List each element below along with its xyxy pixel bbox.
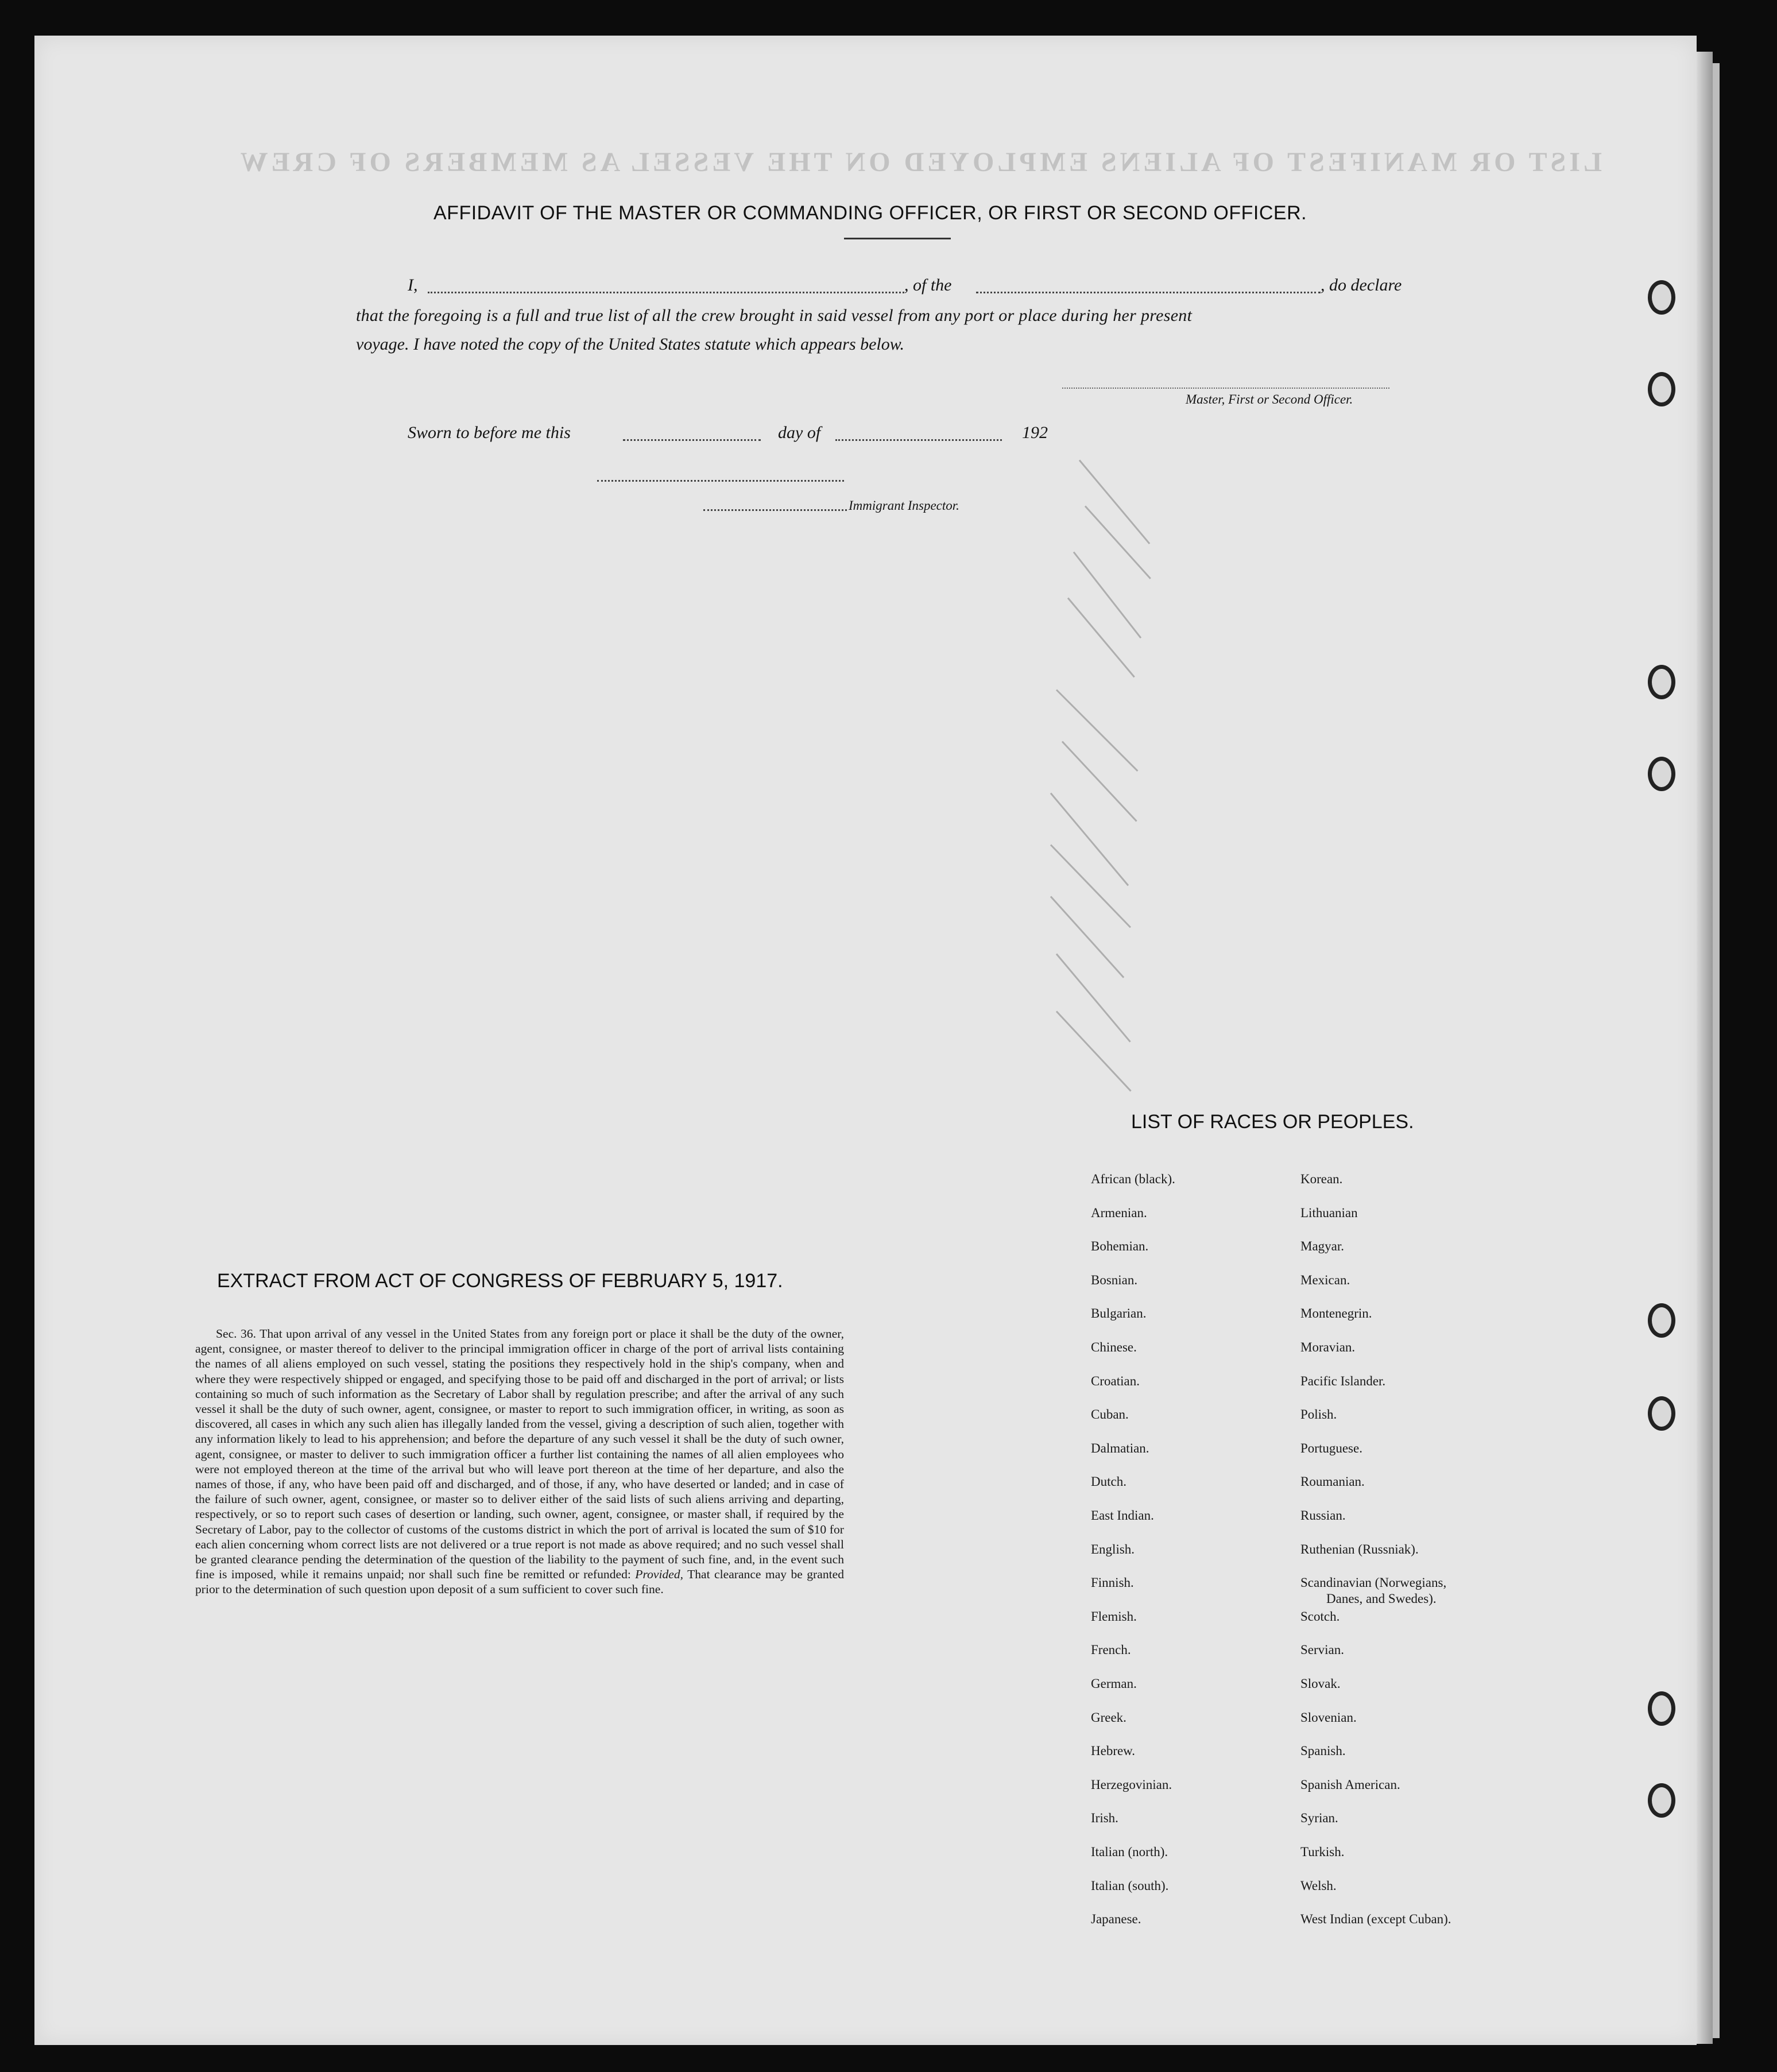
statute-section-label: Sec. 36. (216, 1327, 257, 1341)
race-item: Magyar. (1300, 1239, 1345, 1254)
inspector-caption: Immigrant Inspector. (849, 498, 959, 513)
page-edge-strip (1713, 63, 1720, 2038)
binder-hole-icon (1648, 1783, 1675, 1818)
race-item: Greek. (1091, 1710, 1126, 1725)
race-item: Finnish. (1091, 1575, 1134, 1590)
binder-hole-icon (1648, 1691, 1675, 1726)
binder-hole-icon (1648, 372, 1675, 406)
race-item: Polish. (1300, 1407, 1337, 1422)
page-edge-shadow (1697, 52, 1713, 2044)
sworn-day-blank[interactable] (623, 439, 761, 441)
races-title: LIST OF RACES OR PEOPLES. (1131, 1111, 1414, 1133)
binder-hole-icon (1648, 1303, 1675, 1338)
race-item: Turkish. (1300, 1845, 1345, 1859)
race-item: Dalmatian. (1091, 1440, 1149, 1455)
race-item: Spanish American. (1300, 1777, 1400, 1792)
race-item: Moravian. (1300, 1340, 1356, 1354)
race-item: Bohemian. (1091, 1239, 1149, 1254)
race-item: Ruthenian (Russniak). (1300, 1542, 1419, 1556)
race-item: Slovenian. (1300, 1710, 1357, 1725)
binder-hole-icon (1648, 1396, 1675, 1431)
race-item: German. (1091, 1676, 1137, 1691)
race-item: Scotch. (1300, 1609, 1340, 1624)
binder-hole-icon (1648, 757, 1675, 791)
inspector-signature-blank[interactable] (597, 480, 844, 482)
race-item: Herzegovinian. (1091, 1777, 1172, 1792)
race-item: Welsh. (1300, 1878, 1337, 1893)
do-declare-label: , do declare (1321, 276, 1402, 295)
race-item: African (black). (1091, 1172, 1175, 1186)
race-item: Cuban. (1091, 1407, 1129, 1422)
race-item: Mexican. (1300, 1272, 1350, 1287)
sworn-year: 192 (1022, 423, 1048, 442)
statute-body: That upon arrival of any vessel in the United States from any foreign port or place it shall be the duty of the owner, agent, consignee, or master thereof to deliver to the principal immigration officer in charge of the port of arrival lists containing the names of all aliens employed on such vessel, stating the positions they respectively hold in the ship's company, when and where they were respectively shipped or engaged, and specifying those to be paid off and discharged in the port of arrival; or lists containing so much of such information as the Secretary of Labor shall by regulation prescribe; and after the arrival of any such vessel it shall be the duty of such owner, agent, consignee, or master to report to such immigration officer, in writing, as soon as discovered, all cases in which any such alien has illegally landed from the vessel, giving a description of such alien, together with any information likely to lead to his apprehension; and before the departure of any such vessel it shall be the duty of such owner, agent, consignee, or master to deliver to such immigration officer a further list containing the names of all alien employees who were not employed thereon at the time of the arrival but who will leave port thereon at the time of her departure, and also the names of those, if any, who have been paid off and discharged, and of those, if any, who have deserted or landed; and in case of the failure of such owner, agent, consignee, or master so to deliver either of the said lists of such aliens arriving and departing, respectively, or so to report such cases of desertion or landing, such owner, agent, consignee, or master shall, if required by the Secretary of Labor, pay to the collector of customs of the customs district in which the port of arrival is located the sum of $10 for each alien concerning whom correct lists are not delivered or a true report is not made as above required; and no such vessel shall be granted clearance pending the determination of the question of the liability to the payment of such fine, and, in the event such fine is imposed, while it remains unpaid; nor shall such fine be remitted or refunded: (195, 1327, 844, 1582)
race-item: Bosnian. (1091, 1272, 1138, 1287)
declarant-prefix: I, (408, 276, 418, 295)
declarant-name-blank[interactable] (428, 292, 904, 293)
race-item: Croatian. (1091, 1373, 1140, 1388)
sworn-prefix: Sworn to before me this (408, 423, 571, 442)
bleed-through-heading: LIST OR MANIFEST OF ALIENS EMPLOYED ON THE VESSEL AS MEMBERS OF CREW (237, 147, 1602, 177)
race-item: Dutch. (1091, 1474, 1126, 1489)
race-item: Chinese. (1091, 1340, 1137, 1354)
affidavit-title-rule (844, 238, 951, 239)
sworn-month-blank[interactable] (835, 439, 1002, 441)
binder-hole-icon (1648, 280, 1675, 315)
race-item: Montenegrin. (1300, 1306, 1372, 1321)
statute-provided-word: Provided, (635, 1567, 684, 1582)
binder-hole-icon (1648, 665, 1675, 699)
affidavit-title: AFFIDAVIT OF THE MASTER OR COMMANDING OFFICER, OR FIRST OR SECOND OFFICER. (433, 202, 1307, 224)
race-item: Italian (north). (1091, 1845, 1168, 1859)
statute-body-continued: That clearance may be granted prior to the determination of such question upon deposit of a sum sufficient to cover such fine. (195, 1567, 844, 1597)
sworn-day-of-label: day of (778, 423, 821, 442)
statute-text (195, 1326, 844, 1597)
race-item: French. (1091, 1643, 1131, 1657)
race-item: Danes, and Swedes). (1326, 1591, 1437, 1606)
race-item: Servian. (1300, 1643, 1345, 1657)
race-item: Pacific Islander. (1300, 1373, 1386, 1388)
race-item: Spanish. (1300, 1744, 1346, 1759)
race-item: Syrian. (1300, 1811, 1338, 1826)
vessel-of-the-label: , of the (904, 276, 952, 295)
affidavit-body-line-3: voyage. I have noted the copy of the United States statute which appears below. (356, 335, 905, 354)
signature-caption: Master, First or Second Officer. (1186, 392, 1353, 406)
race-item: Korean. (1300, 1172, 1343, 1186)
extract-title: EXTRACT FROM ACT OF CONGRESS OF FEBRUARY 5, 1917. (217, 1270, 783, 1292)
race-item: Irish. (1091, 1811, 1118, 1826)
race-item: Armenian. (1091, 1205, 1147, 1220)
affidavit-body-line-2: that the foregoing is a full and true list of all the crew brought in said vessel from any port or place during her present (356, 306, 1193, 325)
race-item: Portuguese. (1300, 1440, 1362, 1455)
race-item: Roumanian. (1300, 1474, 1365, 1489)
race-item: Hebrew. (1091, 1744, 1136, 1759)
race-item: Lithuanian (1300, 1205, 1358, 1220)
race-item: Japanese. (1091, 1912, 1141, 1927)
race-item: English. (1091, 1542, 1135, 1556)
inspector-name-blank[interactable] (703, 509, 847, 511)
race-item: Flemish. (1091, 1609, 1137, 1624)
race-item: Slovak. (1300, 1676, 1341, 1691)
race-item: Bulgarian. (1091, 1306, 1147, 1321)
race-item: Scandinavian (Norwegians, (1300, 1575, 1447, 1590)
signature-line[interactable] (1062, 388, 1389, 389)
race-item: West Indian (except Cuban). (1300, 1912, 1451, 1927)
race-item: East Indian. (1091, 1508, 1154, 1523)
race-item: Russian. (1300, 1508, 1346, 1523)
vessel-name-blank[interactable] (976, 292, 1321, 293)
race-item: Italian (south). (1091, 1878, 1169, 1893)
